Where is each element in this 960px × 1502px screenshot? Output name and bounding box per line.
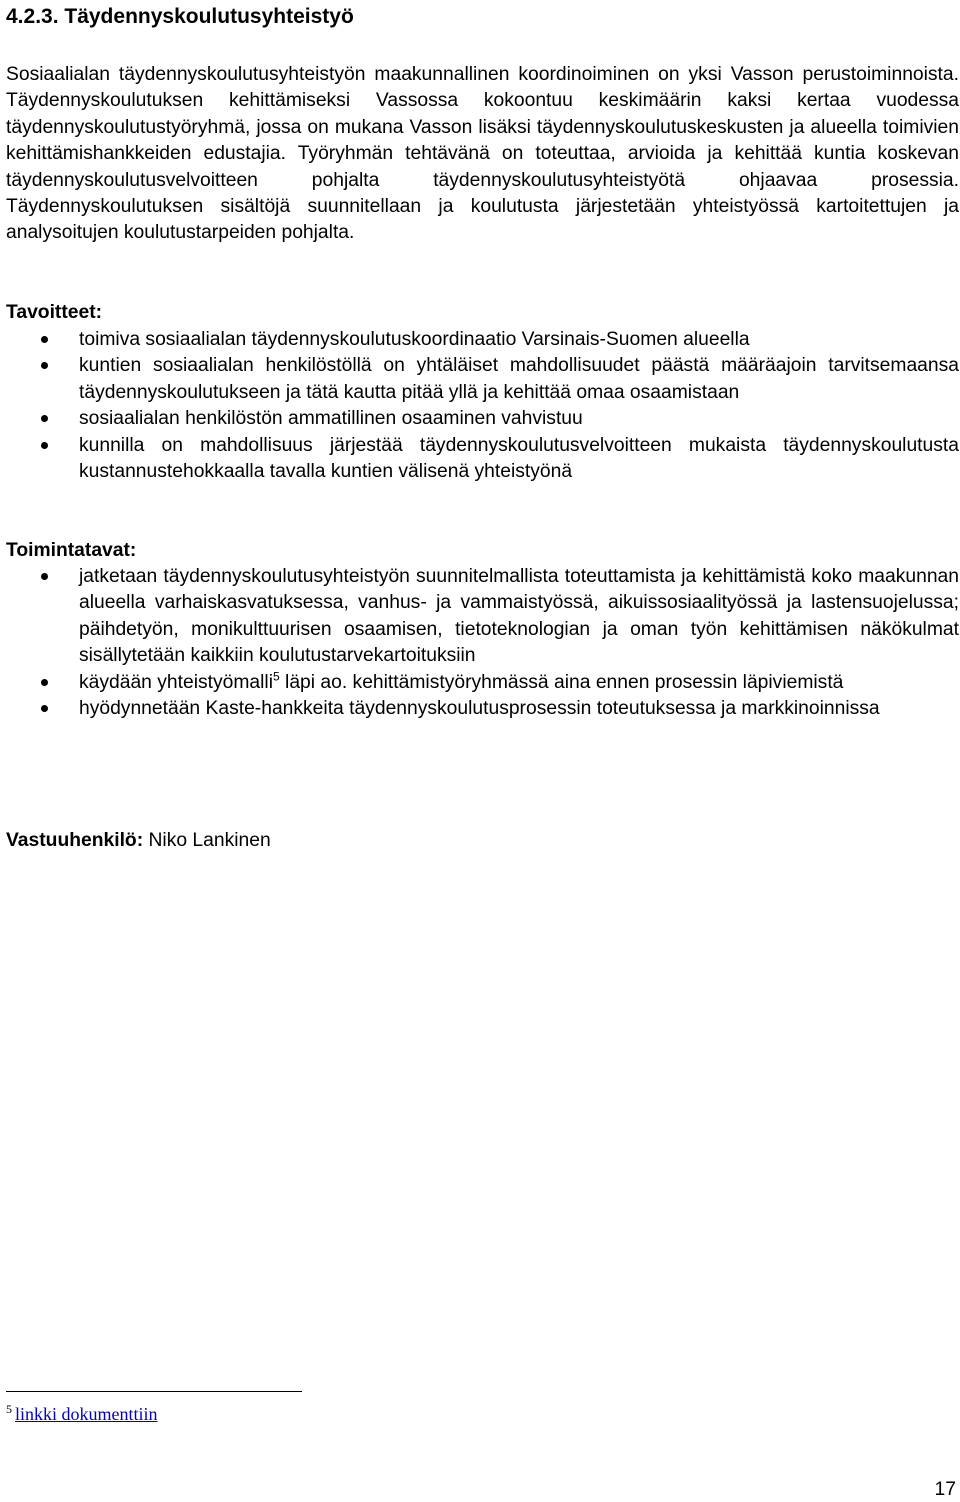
list-item <box>6 353 959 406</box>
list-item <box>6 670 959 696</box>
method-text: jatketaan täydennyskoulutusyhteistyön suunnitelmallista toteuttamista ja kehittämistä koko maakunnan alueella varhaiskasvatuksessa, vanhus- ja vammaistyössä, aikuissosiaalityössä ja lastensuojelussa; päihdetyön, monikulttuurisen osaamisen, tietoteknologian ja oman työn kehittämisen näkökulmat sisällytetään kaikkiin koulutustarvekartoituksiin <box>79 566 959 667</box>
bullet-icon <box>41 442 48 449</box>
responsible-label: Vastuuhenkilö: <box>6 830 144 851</box>
footnote <box>6 1402 158 1426</box>
responsible-name: Niko Lankinen <box>143 830 271 851</box>
method-text-start: käydään yhteistyömalli <box>79 671 273 693</box>
goal-text: toimiva sosiaalialan täydennyskoulutuskoordinaatio Varsinais-Suomen alueella <box>79 329 750 350</box>
goals-list <box>6 327 959 485</box>
intro-paragraph: Sosiaalialan täydennyskoulutusyhteistyön maakunnallinen koordinoiminen on yksi Vasson perustoiminnoista. Täydennyskoulutuksen kehittämiseksi Vassossa kokoontuu keskimäärin kaksi kertaa vuodessa täydennyskoulutustyöryhmä, jossa on mukana Vasson lisäksi täydennyskoulutuskeskusten ja alueella toimivien kehittämishankkeiden edustajia. Työryhmän tehtävänä on toteuttaa, arvioida ja kehittää kuntia koskevan täydennyskoulutusvelvoitteen pohjalta täydennyskoulutusyhteistyötä ohjaavaa prosessia. Täydennyskoulutuksen sisältöjä suunnitellaan ja koulutusta järjestetään yhteistyössä kartoitettujen ja analysoitujen koulutustarpeiden pohjalta. <box>6 64 959 244</box>
footnote-number: 5 <box>6 1402 12 1416</box>
methods-list <box>6 564 959 722</box>
method-text: hyödynnetään Kaste-hankkeita täydennyskoulutusprosessin toteutuksessa ja markkinoinnissa <box>79 698 880 720</box>
bullet-icon <box>41 705 48 712</box>
goals-heading: Tavoitteet: <box>6 302 103 323</box>
bullet-icon <box>41 573 48 580</box>
list-item <box>6 406 959 432</box>
bullet-icon <box>41 362 48 369</box>
methods-heading: Toimintatavat: <box>6 540 137 561</box>
list-item <box>6 327 959 353</box>
document-link[interactable]: linkki dokumenttiin <box>15 1404 158 1424</box>
page-number: 17 <box>934 1479 956 1500</box>
goal-text: sosiaalialan henkilöstön ammatillinen osaaminen vahvistuu <box>79 408 583 430</box>
method-text-end: läpi ao. kehittämistyöryhmässä aina ennen prosessin läpiviemistä <box>279 671 844 693</box>
goal-text: kunnilla on mahdollisuus järjestää täydennyskoulutusvelvoitteen mukaista täydennyskoulutusta kustannustehokkaalla tavalla kuntien välisenä yhteistyönä <box>79 434 959 483</box>
list-item <box>6 564 959 670</box>
responsible-person <box>6 828 271 854</box>
goal-text: kuntien sosiaalialan henkilöstöllä on yhtäläiset mahdollisuudet päästä määräajoin tarvitsemaansa täydennyskoulutukseen ja tätä kautta pitää yllä ja kehittää omaa osaamistaan <box>79 355 959 403</box>
footnote-marker: 5 <box>272 669 280 684</box>
footnote-divider <box>6 1391 302 1392</box>
section-heading: 4.2.3. Täydennyskoulutusyhteistyö <box>6 5 354 28</box>
bullet-icon <box>41 415 48 422</box>
bullet-icon <box>41 679 48 686</box>
list-item <box>6 696 959 722</box>
list-item <box>6 433 959 486</box>
bullet-icon <box>41 336 48 343</box>
